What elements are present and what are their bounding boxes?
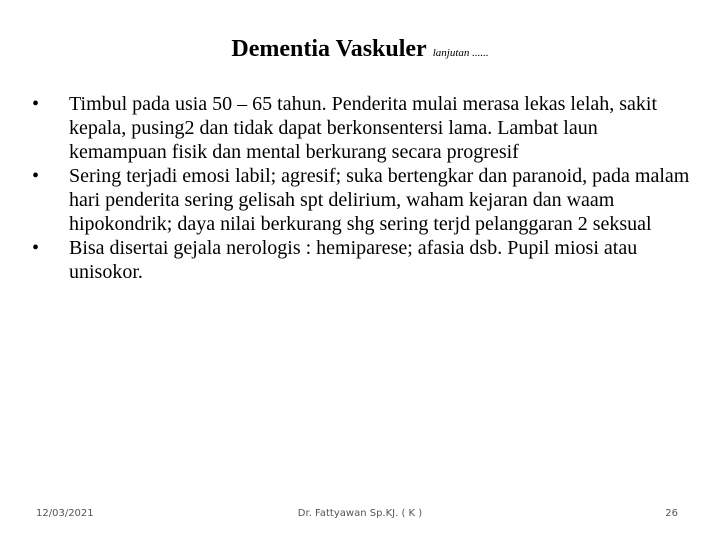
footer-page-number: 26	[665, 508, 678, 519]
title-main: Dementia Vaskuler	[231, 36, 427, 62]
bullet-text: Bisa disertai gejala nerologis : hemiparese; afasia dsb. Pupil miosi atau unisokor.	[69, 237, 638, 283]
footer-date: 12/03/2021	[36, 508, 94, 519]
bullet-item	[32, 164, 692, 236]
bullet-icon: •	[32, 93, 40, 115]
bullet-item	[32, 236, 692, 284]
slide-title	[0, 36, 720, 63]
bullet-icon: •	[32, 237, 40, 259]
bullet-item	[32, 92, 692, 164]
title-subtitle: lanjutan ......	[432, 47, 489, 59]
footer-author: Dr. Fattyawan Sp.KJ. ( K )	[297, 508, 423, 519]
bullet-icon: •	[32, 165, 40, 187]
bullet-text: Sering terjadi emosi labil; agresif; suka bertengkar dan paranoid, pada malam hari penderita sering gelisah spt delirium, waham kejaran dan waam hipokondrik; daya nilai berkurang shg sering terjd pelanggaran 2 seksual	[69, 165, 690, 235]
bullet-text: Timbul pada usia 50 – 65 tahun. Penderita mulai merasa lekas lelah, sakit kepala, pusing2 dan tidak dapat berkonsentersi lama. Lambat laun kemampuan fisik dan mental berkurang secara progresif	[69, 93, 658, 163]
bullet-list	[32, 92, 692, 284]
